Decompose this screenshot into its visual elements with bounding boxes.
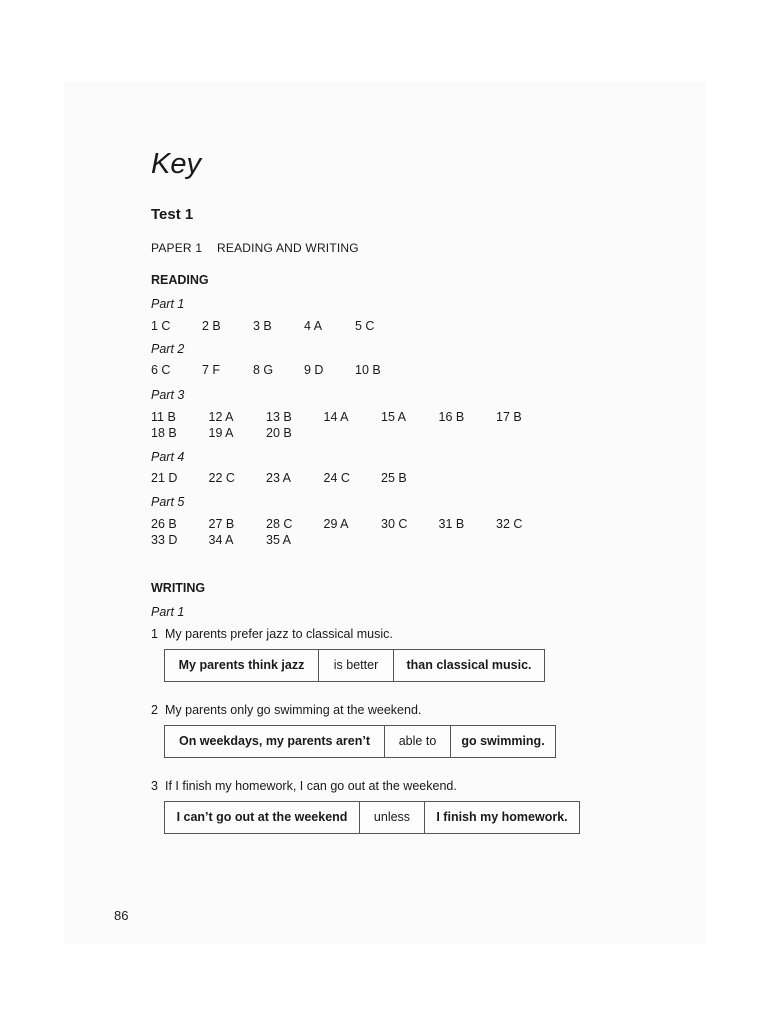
answer-segment: I finish my homework. <box>424 802 579 833</box>
answer-item: 25 B <box>381 471 407 485</box>
paper-number: PAPER 1 <box>151 241 203 255</box>
answer-item: 16 B <box>438 410 465 424</box>
question-number: 2 <box>151 703 158 717</box>
paper-heading <box>151 241 359 256</box>
answer-segment: able to <box>384 726 450 757</box>
answer-item: 31 B <box>438 517 465 531</box>
answer-item: 2 B <box>202 319 221 333</box>
answer-item: 8 G <box>253 363 274 377</box>
answer-item: 23 A <box>266 471 292 485</box>
reading-part-4-answers <box>151 471 439 486</box>
answer-item: 6 C <box>151 363 171 377</box>
reading-part-4-label: Part 4 <box>151 450 185 464</box>
reading-part-2-label: Part 2 <box>151 342 185 356</box>
answer-item: 15 A <box>381 410 407 424</box>
page-title: Key <box>151 148 201 180</box>
reading-part-3-label: Part 3 <box>151 388 185 402</box>
answer-item: 4 A <box>304 319 323 333</box>
answer-item: 33 D <box>151 533 178 547</box>
answer-item: 21 D <box>151 471 178 485</box>
answer-item: 18 B <box>151 426 177 440</box>
answer-segment: My parents think jazz <box>178 658 305 672</box>
answer-item: 13 B <box>266 410 292 424</box>
answer-item: 17 B <box>496 410 522 424</box>
answer-item: 24 C <box>323 471 350 485</box>
answer-item: 30 C <box>381 517 408 531</box>
answer-segment: than classical music. <box>393 650 544 681</box>
question-number: 1 <box>151 627 158 641</box>
answer-item: 19 A <box>208 426 234 440</box>
answer-item: 9 D <box>304 363 324 377</box>
reading-part-2-answers <box>151 363 406 378</box>
question-sentence: My parents prefer jazz to classical music. <box>165 627 393 641</box>
writing-question-3 <box>151 779 457 794</box>
question-number: 3 <box>151 779 158 793</box>
reading-part-1-answers <box>151 319 406 334</box>
page-number: 86 <box>114 908 129 923</box>
answer-item: 7 F <box>202 363 221 377</box>
answer-item: 20 B <box>266 426 292 440</box>
answer-item: 14 A <box>323 410 349 424</box>
answer-item: 3 B <box>253 319 272 333</box>
answer-item: 10 B <box>355 363 381 377</box>
reading-part-5-answers-row-1 <box>151 517 554 532</box>
reading-part-3-answers-row-2 <box>151 426 324 441</box>
reading-part-3-answers-row-1 <box>151 410 554 425</box>
answer-segment: On weekdays, my parents aren’t <box>178 734 371 748</box>
writing-heading: WRITING <box>151 581 206 595</box>
answer-item: 35 A <box>266 533 292 547</box>
answer-item: 28 C <box>266 517 293 531</box>
reading-part-5-label: Part 5 <box>151 495 185 509</box>
answer-box-1 <box>164 649 545 682</box>
answer-box-2 <box>164 725 556 758</box>
question-sentence: My parents only go swimming at the weekend. <box>165 703 422 717</box>
answer-segment: I can’t go out at the weekend <box>176 810 348 824</box>
writing-question-1 <box>151 627 393 642</box>
writing-question-2 <box>151 703 421 718</box>
reading-heading: READING <box>151 273 209 287</box>
answer-item: 29 A <box>323 517 349 531</box>
question-sentence: If I finish my homework, I can go out at the weekend. <box>165 779 457 793</box>
answer-item: 34 A <box>208 533 234 547</box>
answer-segment: unless <box>359 802 424 833</box>
answer-item: 12 A <box>208 410 234 424</box>
answer-segment: go swimming. <box>450 726 555 757</box>
answer-item: 26 B <box>151 517 177 531</box>
reading-part-5-answers-row-2 <box>151 533 324 548</box>
reading-part-1-label: Part 1 <box>151 297 185 311</box>
answer-item: 1 C <box>151 319 171 333</box>
paper-name: READING AND WRITING <box>217 241 359 255</box>
test-title: Test 1 <box>151 206 194 223</box>
answer-item: 22 C <box>208 471 235 485</box>
answer-item: 11 B <box>151 410 176 424</box>
answer-item: 32 C <box>496 517 523 531</box>
answer-box-3 <box>164 801 580 834</box>
writing-part-1-label: Part 1 <box>151 605 185 619</box>
answer-item: 5 C <box>355 319 375 333</box>
answer-segment: is better <box>318 650 393 681</box>
answer-item: 27 B <box>208 517 235 531</box>
